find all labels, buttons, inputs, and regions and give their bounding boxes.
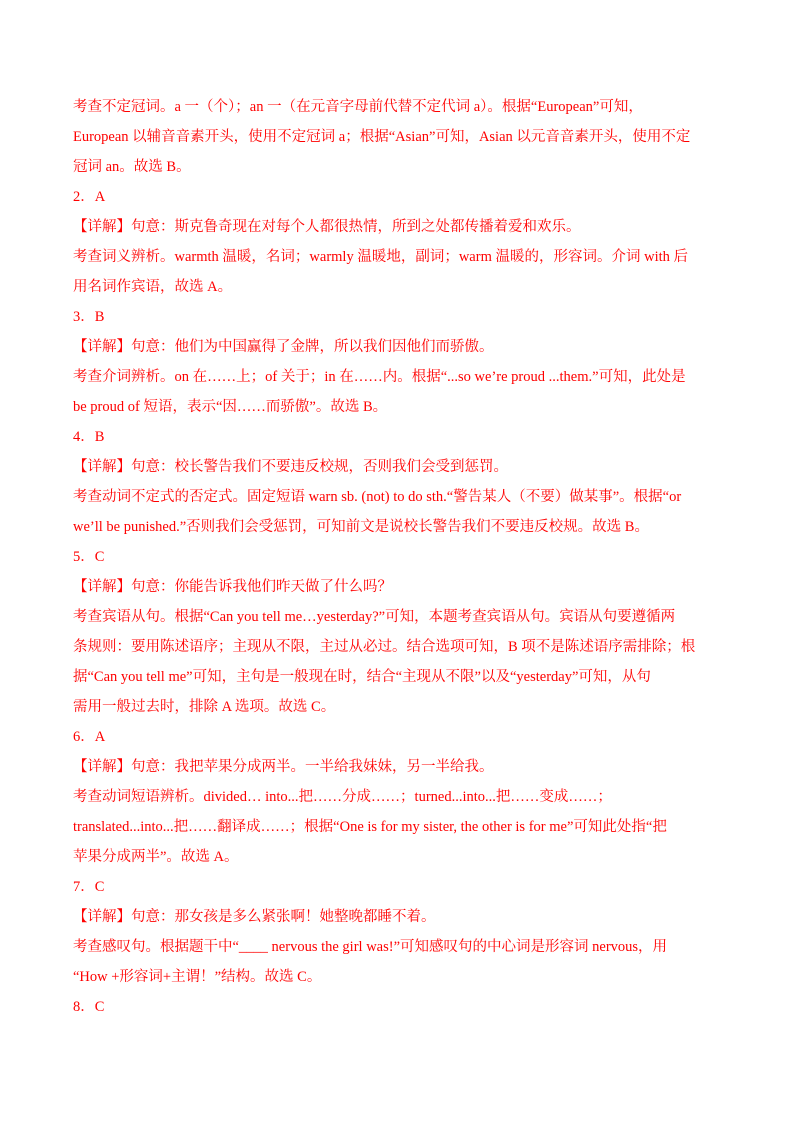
explanation-line: 考查词义辨析。warmth 温暖，名词；warmly 温暖地，副词；warm 温暖的，形容词。介词 with 后	[73, 249, 689, 265]
detail-line: 【详解】句意：斯克鲁奇现在对每个人都很热情，所到之处都传播着爱和欢乐。	[73, 219, 581, 235]
explanation-line: 考查宾语从句。根据“Can you tell me…yesterday?”可知，本题考查宾语从句。宾语从句要遵循两	[73, 609, 676, 625]
explanation-line: 考查介词辨析。on 在……上；of 关于；in 在……内。根据“...so we’re proud ...them.”可知，此处是	[73, 369, 686, 385]
explanation-line: be proud of 短语，表示“因……而骄傲”。故选 B。	[73, 399, 388, 415]
explanation-line: 考查动词短语辨析。divided… into...把……分成……；turned...into...把……变成……；	[73, 789, 612, 805]
explanation-line: 用名词作宾语，故选 A。	[73, 279, 233, 295]
detail-line: 【详解】句意：你能告诉我他们昨天做了什么吗？	[73, 579, 392, 595]
detail-line: 【详解】句意：他们为中国赢得了金牌，所以我们因他们而骄傲。	[73, 339, 494, 355]
answer-number: 3．B	[73, 309, 105, 325]
explanation-line: 考查感叹句。根据题干中“____ nervous the girl was!”可知感叹句的中心词是形容词 nervous，用	[73, 939, 668, 955]
explanation-line: 冠词 an。故选 B。	[73, 159, 191, 175]
detail-line: 【详解】句意：我把苹果分成两半。一半给我妹妹，另一半给我。	[73, 759, 494, 775]
explanation-line: 条规则：要用陈述语序；主现从不限，主过从必过。结合选项可知，B 项不是陈述语序需排除；根	[73, 639, 696, 655]
explanation-line: 据“Can you tell me”可知，主句是一般现在时，结合“主现从不限”以及“yesterday”可知，从句	[73, 669, 651, 685]
detail-line: 【详解】句意：那女孩是多么紧张啊！她整晚都睡不着。	[73, 909, 436, 925]
answer-number: 2．A	[73, 189, 106, 205]
answer-number: 7．C	[73, 879, 105, 895]
answer-number: 4．B	[73, 429, 105, 445]
detail-line: 【详解】句意：校长警告我们不要违反校规，否则我们会受到惩罚。	[73, 459, 508, 475]
explanation-line: translated...into...把……翻译成……；根据“One is for my sister, the other is for me”可知此处指“把	[73, 819, 667, 835]
answer-number: 5．C	[73, 549, 105, 565]
explanation-line: 考查动词不定式的否定式。固定短语 warn sb. (not) to do sth.“警告某人（不要）做某事”。根据“or	[73, 489, 682, 505]
explanation-line: “How +形容词+主谓！”结构。故选 C。	[73, 969, 322, 985]
explanation-line: 需用一般过去时，排除 A 选项。故选 C。	[73, 699, 336, 715]
explanation-line: European 以辅音音素开头，使用不定冠词 a；根据“Asian”可知，Asian 以元音音素开头，使用不定	[73, 129, 691, 145]
answer-number: 6．A	[73, 729, 106, 745]
explanation-line: 苹果分成两半”。故选 A。	[73, 849, 239, 865]
explanation-line: 考查不定冠词。a 一（个）；an 一（在元音字母前代替不定代词 a）。根据“European”可知，	[73, 99, 643, 115]
explanation-line: we’ll be punished.”否则我们会受惩罚，可知前文是说校长警告我们不要违反校规。故选 B。	[73, 519, 649, 535]
answer-number: 8．C	[73, 999, 105, 1015]
